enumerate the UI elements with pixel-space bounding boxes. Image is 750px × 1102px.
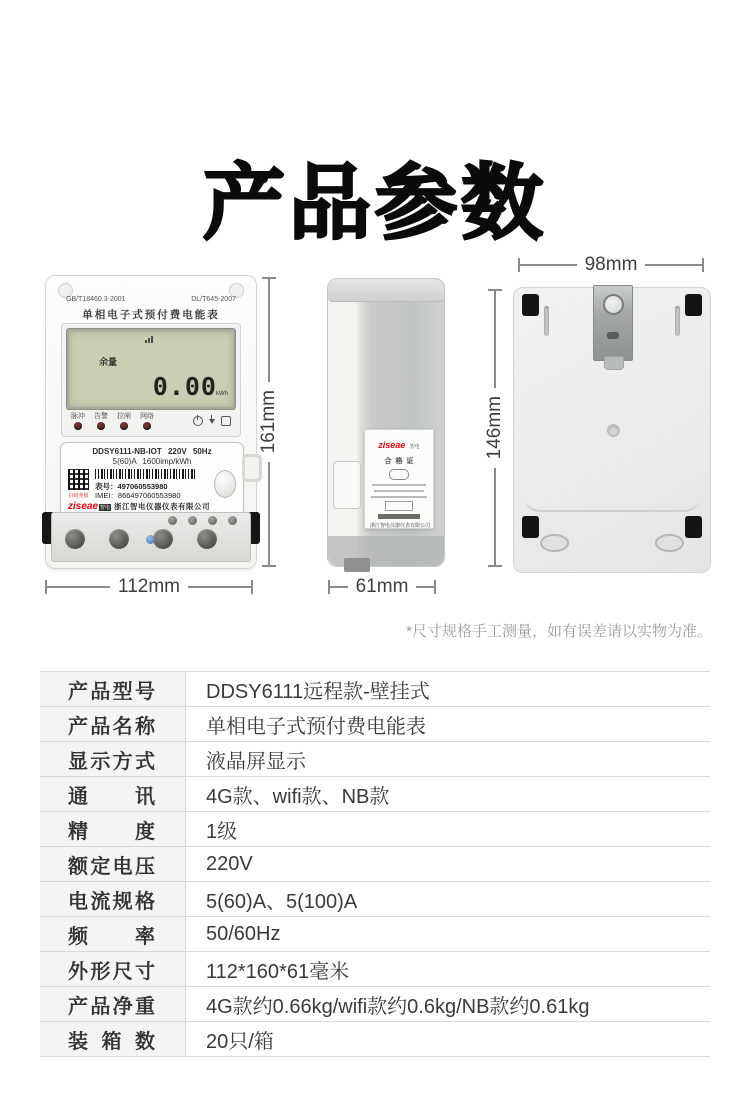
- meter-back-view: [513, 287, 711, 573]
- hanging-bracket: [593, 285, 633, 361]
- nameplate-company: 浙江智电仪器仪表有限公司: [114, 502, 211, 511]
- brand-suffix: 智电: [409, 444, 420, 450]
- dimension-width-98: [518, 252, 704, 278]
- qr-code-icon: [68, 469, 89, 490]
- spec-value: 4G款、wifi款、NB款: [185, 777, 710, 811]
- standard-code-left: GB/T18460.3-2001: [66, 296, 126, 303]
- corner-clip: [685, 294, 702, 316]
- indicator-led: [97, 422, 105, 430]
- vent-slot: [544, 306, 549, 336]
- certificate-text-line: [372, 484, 425, 486]
- indicator-led: [143, 422, 151, 430]
- spec-label: 通讯: [68, 785, 155, 808]
- dimension-label: 112mm: [118, 576, 180, 597]
- table-row: [40, 672, 710, 707]
- terminal-screws: [65, 529, 217, 549]
- nameplate: [60, 442, 244, 516]
- table-row: [40, 777, 710, 812]
- spec-label: 装箱数: [68, 1030, 155, 1053]
- brand-suffix: 智电: [100, 505, 111, 511]
- spec-table: [40, 671, 710, 1057]
- table-row: [40, 882, 710, 917]
- spec-value: 5(60)A、5(100)A: [185, 882, 710, 916]
- spec-value: 1级: [185, 812, 710, 846]
- indicator-led: [120, 422, 128, 430]
- nameplate-meter-no: 表号：497060553980: [95, 482, 168, 491]
- spec-value: 单相电子式预付费电能表: [185, 707, 710, 741]
- dimension-height-146: [481, 289, 509, 567]
- side-top-cap: [328, 279, 444, 302]
- dimension-label: 161mm: [258, 390, 279, 454]
- certificate-text-line: [371, 496, 426, 498]
- indicator-trip: 拉闸: [117, 413, 131, 430]
- meter-front-view: [45, 275, 257, 569]
- nameplate-brand-row: [68, 501, 239, 512]
- mounting-foot: [655, 534, 684, 552]
- brand-logo: ziseae: [68, 501, 99, 512]
- meter-product-name: 单相电子式预付费电能表: [82, 309, 220, 321]
- indicator-pulse: 脉冲: [71, 413, 85, 430]
- spec-value: 50/60Hz: [185, 917, 710, 951]
- spec-label: 额定电压: [68, 855, 155, 878]
- dimension-label: 146mm: [484, 396, 505, 460]
- bracket-tongue: [604, 356, 624, 370]
- corner-clip: [685, 516, 702, 538]
- keyhole: [603, 294, 624, 315]
- spec-value: 20只/箱: [185, 1022, 710, 1056]
- table-row: [40, 742, 710, 777]
- table-row: [40, 847, 710, 882]
- spec-value: 液晶屏显示: [185, 742, 710, 776]
- nameplate-imei: IMEI：866497060553980: [95, 491, 181, 500]
- nameplate-model: DDSY6111-NB-IOT 220V 50Hz: [92, 447, 212, 456]
- spec-value: 112*160*61毫米: [185, 952, 710, 986]
- button-icon: [221, 416, 231, 426]
- qr-caption: 扫码充值: [68, 493, 89, 499]
- table-row: [40, 707, 710, 742]
- display-panel: [61, 323, 241, 437]
- nameplate-current: 5(60)A 1600imp/kWh: [112, 457, 192, 466]
- certificate-text-line: [374, 490, 424, 492]
- barcode-icon: [95, 469, 197, 479]
- spec-value: 4G款约0.66kg/wifi款约0.6kg/NB款约0.61kg: [185, 987, 710, 1021]
- lcd-unit: kWh: [216, 391, 228, 397]
- meter-button: [214, 470, 236, 498]
- certification-mark-icon: [389, 469, 409, 480]
- table-row: [40, 917, 710, 952]
- table-row: [40, 987, 710, 1022]
- panel-seam: [524, 496, 700, 512]
- spec-label: 产品名称: [68, 715, 155, 738]
- table-row: [40, 952, 710, 987]
- spec-value: DDSY6111远程款-壁挂式: [185, 672, 710, 706]
- brand-logo: ziseae: [378, 440, 406, 450]
- standard-code-right: DL/T645-2007: [191, 296, 236, 303]
- center-hole: [607, 424, 620, 437]
- dimension-height-161: [255, 277, 283, 567]
- dimension-depth-61: [328, 574, 436, 600]
- dimension-label: 61mm: [355, 576, 409, 597]
- terminal-small-screws: [168, 516, 237, 525]
- spec-value: 220V: [185, 847, 710, 881]
- spec-label: 精度: [68, 820, 155, 843]
- bottom-connector: [344, 558, 370, 572]
- indicator-row: [71, 409, 231, 433]
- spec-label: 电流规格: [68, 890, 155, 913]
- certificate-model-box: [385, 501, 413, 511]
- measurement-note: *尺寸规格手工测量，如有误差请以实物为准。: [406, 623, 712, 640]
- dimension-width-112: [45, 574, 253, 600]
- lcd-screen: [67, 329, 235, 409]
- terminal-block: [51, 512, 251, 562]
- corner-clip: [522, 516, 539, 538]
- indicator-network: 网络: [140, 413, 154, 430]
- panel-icons: [193, 416, 231, 426]
- mounting-foot: [540, 534, 569, 552]
- bracket-slot: [607, 332, 619, 339]
- certificate-date-stamp: [378, 514, 420, 519]
- spec-label: 外形尺寸: [68, 960, 155, 983]
- spec-label: 产品净重: [68, 995, 155, 1018]
- corner-clip: [522, 294, 539, 316]
- down-arrow-icon: [209, 419, 215, 424]
- indicator-led: [74, 422, 82, 430]
- certificate-title: 合格证: [384, 458, 418, 465]
- page-title: 产品参数: [202, 157, 547, 249]
- table-row: [40, 812, 710, 847]
- signal-icon: [145, 336, 153, 343]
- spec-label: 产品型号: [68, 680, 155, 703]
- meter-side-view: [327, 278, 445, 567]
- spec-label: 显示方式: [68, 750, 155, 773]
- dimension-label: 98mm: [584, 254, 638, 275]
- seal-latch: [333, 461, 361, 509]
- lcd-reading: 0.00: [152, 372, 217, 401]
- certificate-company: 浙江智电仪器仪表有限公司: [370, 523, 431, 529]
- spec-label: 频率: [68, 925, 155, 948]
- lcd-balance-label: 余量: [99, 357, 118, 367]
- standard-codes: [66, 296, 236, 303]
- vent-slot: [675, 306, 680, 336]
- table-row: [40, 1022, 710, 1057]
- certificate-label: [364, 429, 434, 529]
- power-icon: [193, 416, 203, 426]
- terminal-screw-blue: [146, 535, 155, 544]
- indicator-alarm: 告警: [94, 413, 108, 430]
